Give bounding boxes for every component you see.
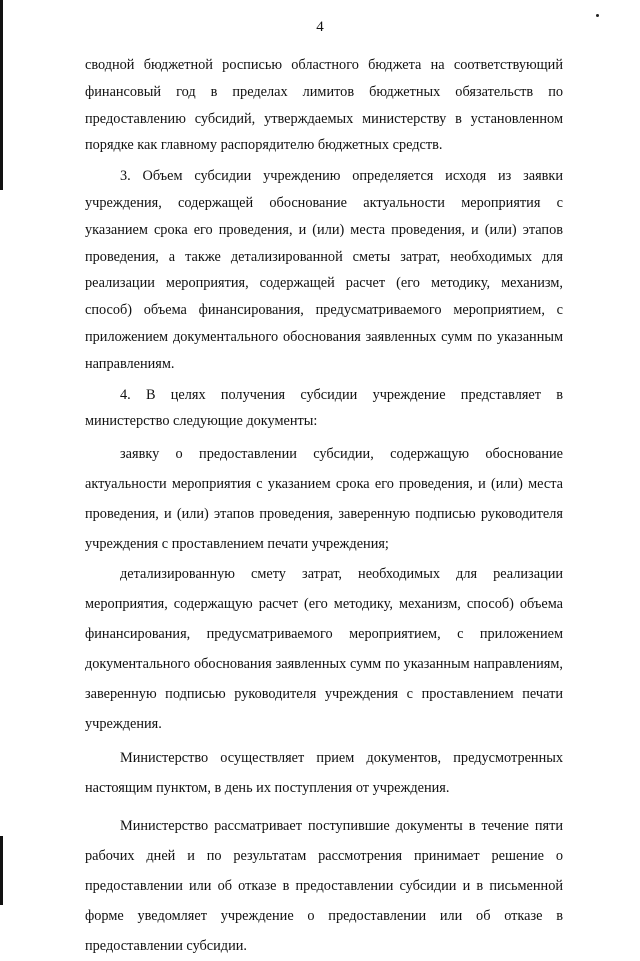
paragraph-budget-continuation: сводной бюджетной росписью областного бюджета на соответствующий финансовый год в пределах лимитов бюджетных обязательств по предоставлению субсидий, утверждаемых министерству в установленном порядке как главному распорядителю бюджетных средств.: [85, 57, 563, 154]
paragraph-document-review: Министерство рассматривает поступившие документы в течение пяти рабочих дней и по результатам рассмотрения принимает решение о предоставлении или об отказе в предоставлении субсидии и в письменной форме уведомляет учреждение о предоставлении или об отказе в предоставлении субсидии.: [85, 818, 563, 955]
scan-artifact-dot: [596, 14, 599, 17]
paragraph-item-4: 4. В целях получения субсидии учреждение представляет в министерство следующие документы:: [85, 386, 563, 430]
paragraph-item-3: 3. Объем субсидии учреждению определяется исходя из заявки учреждения, содержащей обоснование актуальности мероприятия с указанием срока его проведения, и (или) места проведения, и (или) этапов проведения, а также детализированной сметы затрат, необходимых для реализации мероприятия, содержащей расчет (его методику, механизм, способ) объема финансирования, предусматриваемого мероприятием, с приложением документального обоснования заявленных сумм по указанным направлениям.: [85, 168, 563, 372]
paragraph-estimate: детализированную смету затрат, необходимых для реализации мероприятия, содержащую расчет (его методику, механизм, способ) объема финансирования, предусматриваемого мероприятием, с приложением документального обоснования заявленных сумм по указанным направлениям, заверенную подписью руководителя учреждения с проставлением печати учреждения.: [85, 566, 563, 733]
page-number: 4: [316, 19, 324, 35]
scan-edge-bottom: [0, 836, 3, 905]
paragraph-application: заявку о предоставлении субсидии, содержащую обоснование актуальности мероприятия с указанием срока его проведения, и (или) места проведения, и (или) этапов проведения, заверенную подписью руководителя учреждения с проставлением печати учреждения;: [85, 446, 563, 553]
paragraph-document-acceptance: Министерство осуществляет прием документов, предусмотренных настоящим пунктом, в день их поступления от учреждения.: [85, 750, 563, 797]
document-body: [85, 52, 563, 961]
